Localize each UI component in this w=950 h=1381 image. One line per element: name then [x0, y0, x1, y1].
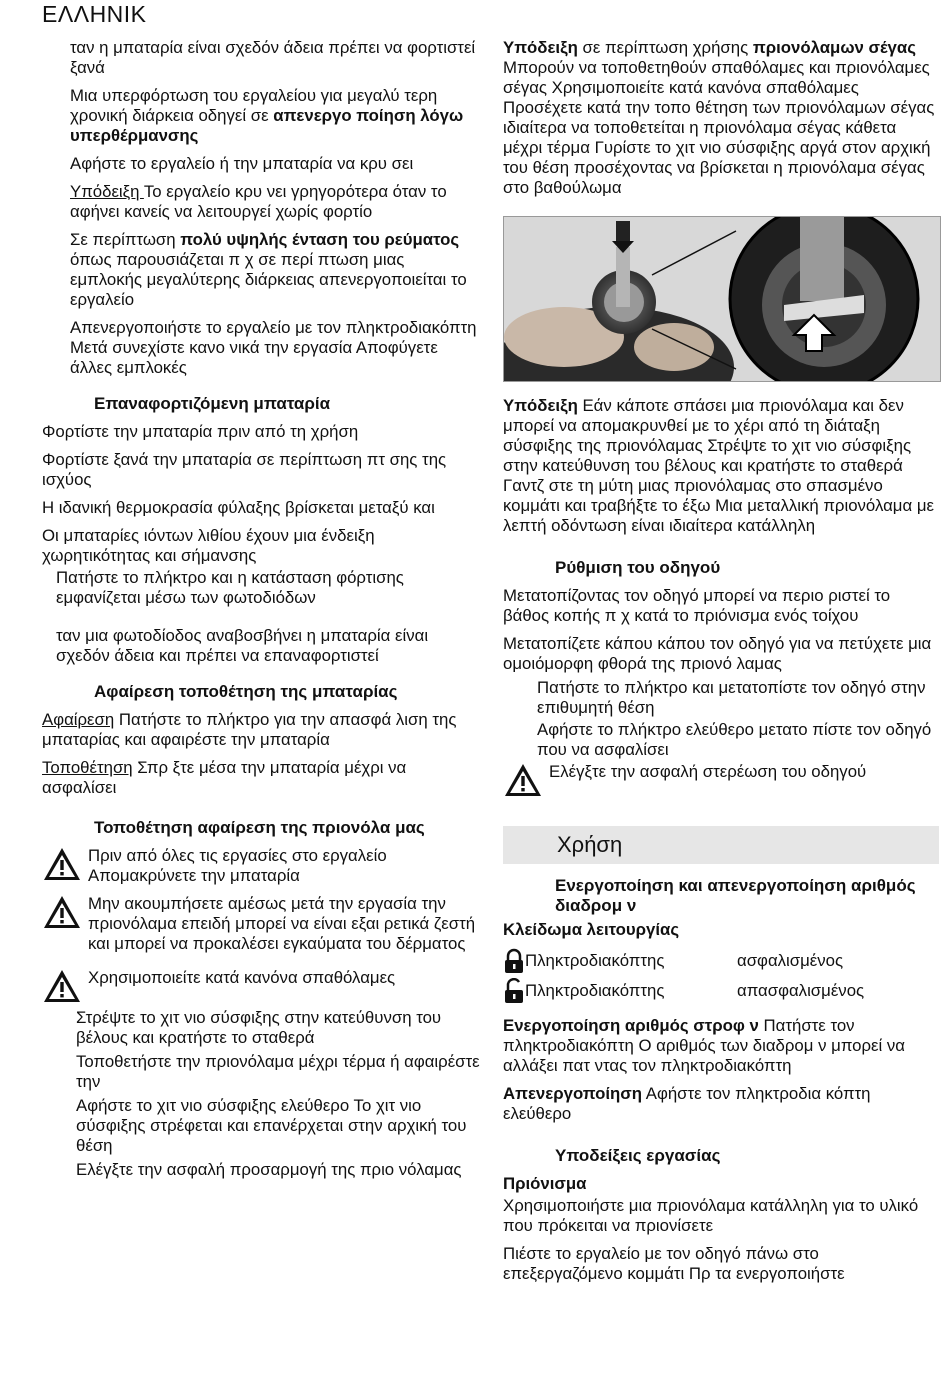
section-heading-on-off: Ενεργοποίηση και απενεργοποίηση αριθμός διαδρομ ν	[555, 876, 916, 915]
paragraph: Πατήστε το πλήκτρο και η κατάσταση φόρτισης εμφανίζεται μέσω των φωτοδιόδων	[56, 568, 404, 607]
switch-label: Πληκτροδιακόπτης	[525, 981, 665, 1000]
warning-icon	[42, 846, 82, 882]
warning-block	[42, 846, 480, 886]
lock-closed-icon	[503, 948, 525, 974]
note-paragraph: Υπόδειξη σε περίπτωση χρήσης πριονόλαμων σέγας Μπορούν να τοποθετηθούν σπαθόλαμες και πριονόλαμες σέγας Χρησιμοποιείτε κατά κανόνα σπαθόλαμες Προσέχετε κατά την τοπο θέτηση των πριονόλαμων σέγας ιδιαίτερα να τοποθετείται η πριονόλαμα σέγας κάθετα μέχρι τέρμα Γυρίστε το χιτ νιο σύσφιξης αργά στον αρχική του θέση προσέχοντας να βρίσκεται η πριονόλαμα σέγας στο βαθούλωμα	[503, 38, 935, 197]
section-heading-remove-battery: Αφαίρεση τοποθέτηση της μπαταρίας	[94, 682, 398, 701]
note-paragraph: Υπόδειξη Το εργαλείο κρυ νει γρηγορότερα όταν το αφήνει κανείς να λειτουργεί χωρίς φορτίο	[70, 182, 447, 221]
section-title: Χρήση	[557, 832, 623, 857]
step: Ελέγξτε την ασφαλή προσαρμογή της πριο νόλαμας	[76, 1160, 462, 1179]
section-heading-guide: Ρύθμιση του οδηγού	[555, 558, 721, 577]
warning-block	[503, 762, 939, 798]
warning-text: Μην ακουμπήσετε αμέσως μετά την εργασία την πριονόλαμα επειδή μπορεί να είναι εξαι ρετικά ζεστή και μπορεί να προκαλέσει εγκαύματα του δέρματος	[88, 894, 476, 953]
lock-row-unlocked	[503, 978, 939, 1004]
section-heading-tips: Υποδείξεις εργασίας	[555, 1146, 721, 1165]
lock-open-icon	[503, 978, 525, 1004]
switch-label: Πληκτροδιακόπτης	[525, 951, 665, 970]
paragraph: Φορτίστε την μπαταρία πριν από τη χρήση	[42, 422, 359, 441]
switch-state: απασφαλισμένος	[737, 981, 865, 1000]
paragraph: ταν μια φωτοδίοδος αναβοσβήνει η μπαταρία είναι σχεδόν άδεια και πρέπει να επαναφορτιστεί	[56, 626, 429, 665]
paragraph: Απενεργοποίηση Αφήστε τον πληκτροδια κόπτη ελεύθερο	[503, 1084, 871, 1123]
warning-text: Ελέγξτε την ασφαλή στερέωση του οδηγού	[549, 762, 867, 781]
left-column	[42, 38, 480, 1188]
warning-icon	[42, 894, 82, 930]
language-header: ΕΛΛΗΝΙΚ	[42, 1, 147, 27]
note-paragraph: Υπόδειξη Εάν κάποτε σπάσει μια πριονόλαμα και δεν μπορεί να απομακρυνθεί με το χέρι από τη διάταξη σύσφιξης της πριονόλαμας Στρέψτε το χιτ νιο σύσφιξης στην κατεύθυνση του βέλους και κρατήστε το σταθερά Γαντζ στε τη μύτη μιας πριονόλαμας στο σπασμένο κομμάτι και τραβήξτε το έξω Μια μεταλλική πριονόλαμα με λεπτή οδόντωση είναι ιδιαίτερα κατάλληλη	[503, 396, 934, 535]
paragraph: Σε περίπτωση πολύ υψηλής ένταση του ρεύματος όπως παρουσιάζεται π χ σε περί πτωση μιας εμπλοκής μεγαλύτερης διάρκειας απενεργοποιείται το εργαλείο	[70, 230, 467, 309]
warning-icon	[503, 762, 543, 798]
paragraph: Αφαίρεση Πατήστε το πλήκτρο για την απασφά λιση της μπαταρίας και αφαιρέστε την μπαταρία	[42, 710, 457, 749]
step: Τοποθετήστε την πριονόλαμα μέχρι τέρμα ή αφαιρέστε την	[76, 1052, 480, 1091]
paragraph: Αφήστε το εργαλείο ή την μπαταρία να κρυ σει	[70, 154, 414, 173]
paragraph: Χρησιμοποιήστε μια πριονόλαμα κατάλληλη για το υλικό που πρόκειται να πριονίσετε	[503, 1196, 919, 1235]
section-heading-recharge: Επαναφορτιζόμενη μπαταρία	[94, 394, 331, 413]
warning-block	[42, 894, 480, 954]
lock-row-locked	[503, 948, 939, 974]
right-column	[503, 38, 939, 1292]
paragraph: Μετατοπίζοντας τον οδηγό μπορεί να περιο ριστεί το βάθος κοπής π χ κατά το πριόνισμα ενός τοίχου	[503, 586, 891, 625]
warning-block	[42, 968, 480, 1004]
step: Πατήστε το πλήκτρο και μετατοπίστε τον οδηγό στην επιθυμητή θέση	[537, 678, 926, 717]
paragraph: Τοποθέτηση Σπρ ξτε μέσα την μπαταρία μέχρι να ασφαλίσει	[42, 758, 407, 797]
paragraph: Απενεργοποιήστε το εργαλείο με τον πληκτροδιακόπτη Μετά συνεχίστε κανο νικά την εργασία Αποφύγετε άλλες εμπλοκές	[70, 318, 477, 377]
section-bar-usage	[503, 826, 939, 864]
section-heading-blade: Τοποθέτηση αφαίρεση της πριονόλα μας	[94, 818, 425, 837]
blade-clamp-illustration	[504, 217, 940, 381]
paragraph: Οι μπαταρίες ιόντων λιθίου έχουν μια ένδειξη χωρητικότητας και σήμανσης	[42, 526, 375, 565]
paragraph: Πιέστε το εργαλείο με τον οδηγό πάνω στο επεξεργαζόμενο κομμάτι Πρ τα ενεργοποιήστε	[503, 1244, 845, 1283]
warning-text: Πριν από όλες τις εργασίες στο εργαλείο Απομακρύνετε την μπαταρία	[88, 846, 387, 885]
paragraph: Μια υπερφόρτωση του εργαλείου για μεγαλύ τερη χρονική διάρκεια οδηγεί σε απενεργο ποίηση λόγω υπερθέρμανσης	[70, 86, 464, 145]
step: Αφήστε το πλήκτρο ελεύθερο μετατο πίστε τον οδηγό που να ασφαλίσει	[537, 720, 932, 759]
blade-clamp-photo	[503, 216, 941, 382]
paragraph: Η ιδανική θερμοκρασία φύλαξης βρίσκεται μεταξύ και	[42, 498, 435, 517]
step: Στρέψτε το χιτ νιο σύσφιξης στην κατεύθυνση του βέλους και κρατήστε το σταθερά	[76, 1008, 442, 1047]
warning-text: Χρησιμοποιείτε κατά κανόνα σπαθόλαμες	[88, 968, 396, 987]
paragraph: Ενεργοποίηση αριθμός στροφ ν Πατήστε τον πληκτροδιακόπτη Ο αριθμός των διαδρομ ν μπορεί να αλλάξει πατ ντας τον πληκτροδιακόπτη	[503, 1016, 906, 1075]
step: Αφήστε το χιτ νιο σύσφιξης ελεύθερο Το χιτ νιο σύσφιξης στρέφεται και επανέρχεται στην αρχική του θέση	[76, 1096, 467, 1155]
warning-icon	[42, 968, 82, 1004]
paragraph: ταν η μπαταρία είναι σχεδόν άδεια πρέπει να φορτιστεί ξανά	[70, 38, 476, 77]
paragraph: Φορτίστε ξανά την μπαταρία σε περίπτωση πτ σης της ισχύος	[42, 450, 447, 489]
subheading-sawing: Πριόνισμα	[503, 1174, 587, 1193]
switch-state: ασφαλισμένος	[737, 951, 844, 970]
subheading-lock: Κλείδωμα λειτουργίας	[503, 920, 680, 939]
paragraph: Μετατοπίζετε κάπου κάπου τον οδηγό για να πετύχετε μια ομοιόμορφη φθορά της πριονό λαμας	[503, 634, 932, 673]
